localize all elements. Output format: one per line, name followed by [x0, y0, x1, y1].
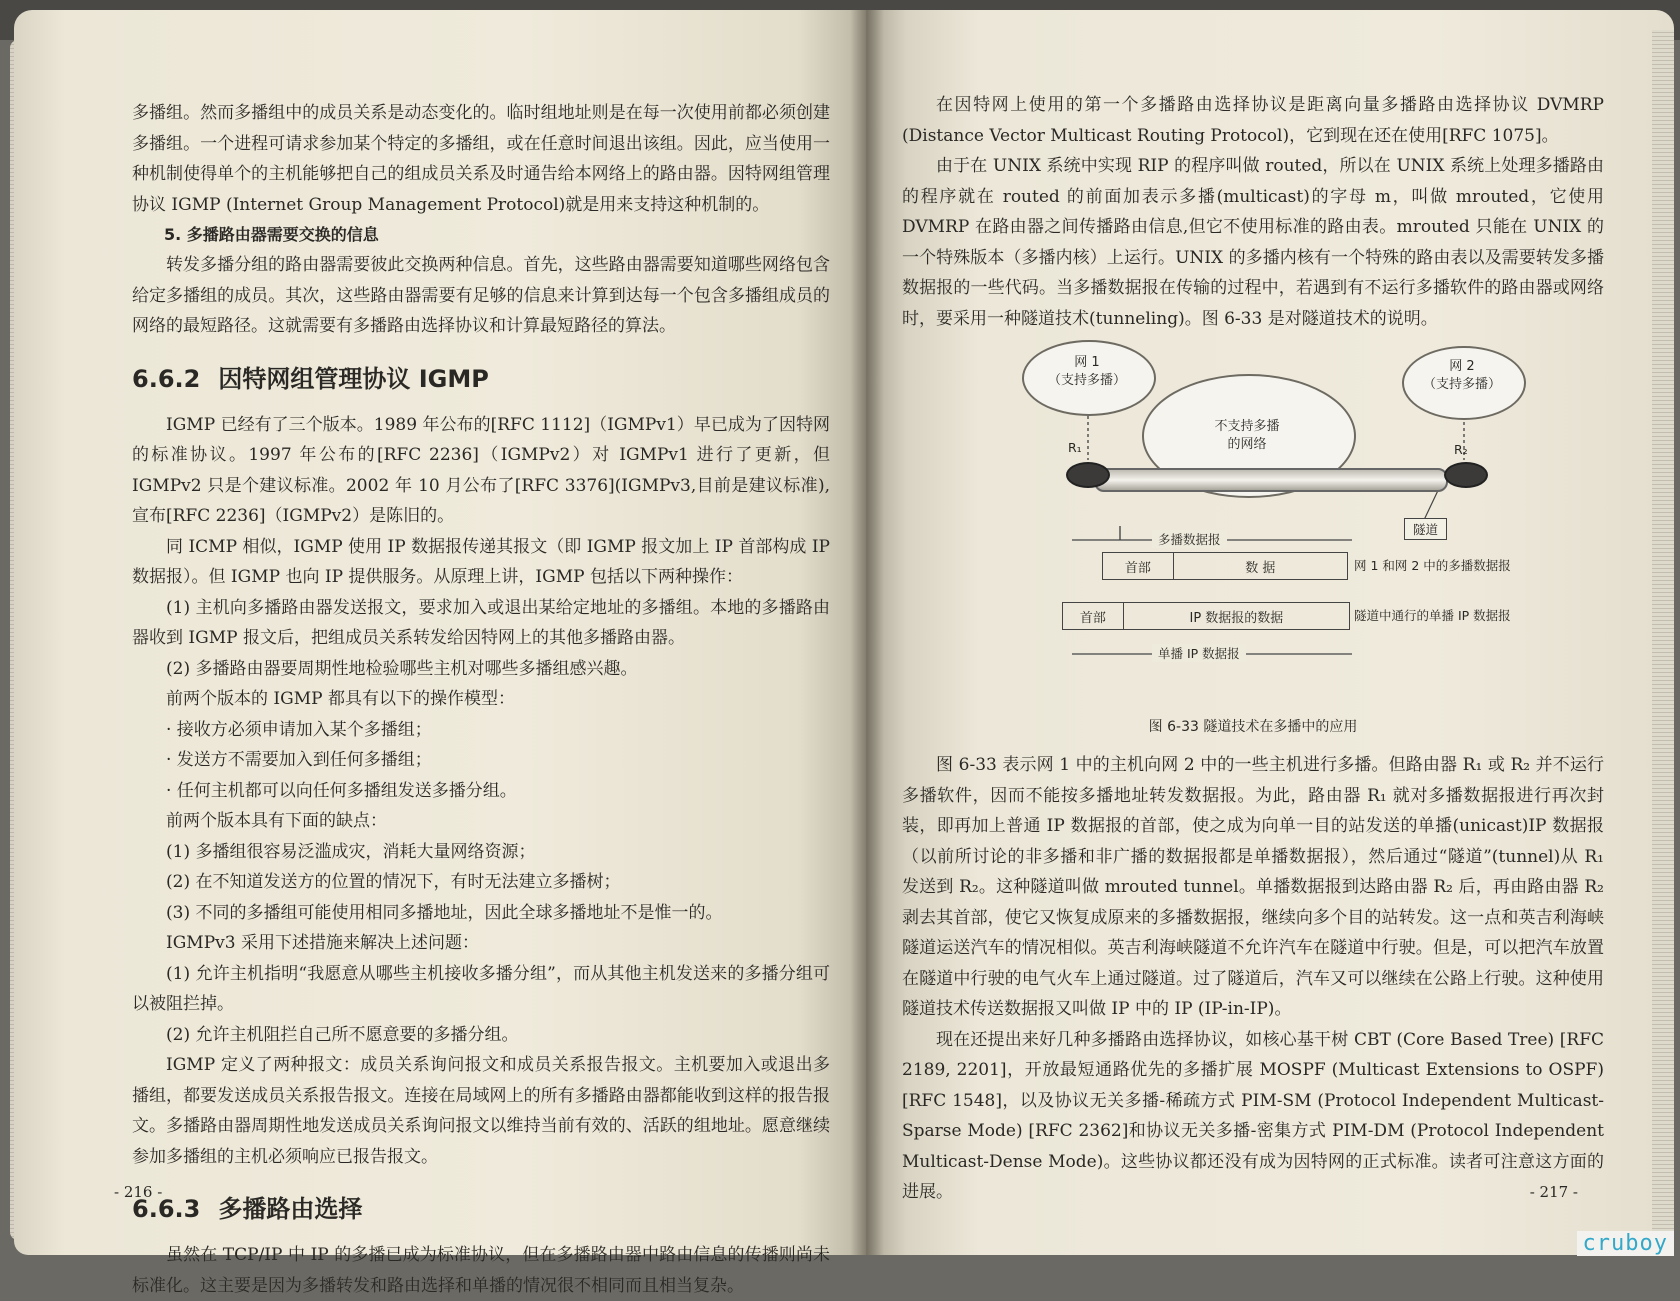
watermark: cruboy [1577, 1231, 1674, 1256]
unicast-datagram-packet [1062, 602, 1350, 630]
igmp-paragraph: IGMP 已经有了三个版本。1989 年公布的[RFC 1112]（IGMPv1）早已成为了因特网的标准协议。1997 年公布的[RFC 2236]（IGMPv2）对 IGMPv1 进行了更新，但 IGMPv2 只是个建议标准。2002 年 10 月公布了[RFC 3376](IGMPv3,目前是建议标准),宣布[RFC 2236]（IGMPv2）是陈旧的。 [132, 414, 830, 526]
r2-label: R₂ [1454, 442, 1468, 457]
page-edges-right [1652, 30, 1674, 1240]
r1-label: R₁ [1068, 440, 1082, 455]
protocols-paragraph: 现在还提出来好几种多播路由选择协议，如核心基干树 CBT (Core Based Tree) [RFC 2189, 2201]，开放最短通路优先的多播扩展 MOSPF (Multicast Extensions to OSPF) [RFC 1548]，以及协议无关多播-稀疏方式 PIM-SM (Protocol Independent Multicast-Sparse Mode) [RFC 2362]和协议无关多播-密集方式 PIM-DM (Protocol Independent Multicast-Dense Mode)。这些协议都还没有成为因特网的正式标准。读者可注意这方面的进展。 [902, 1029, 1604, 1202]
dvmrp-paragraph: 在因特网上使用的第一个多播路由选择协议是距离向量多播路由选择协议 DVMRP (Distance Vector Multicast Routing Protocol)，它到现在还在使用[RFC 1075]。 [902, 95, 1604, 146]
defect-paragraph: (3) 不同的多播组可能使用相同多播地址，因此全球多播地址不是惟一的。 [166, 902, 723, 923]
heading-number: 6.6.3 [132, 1195, 201, 1223]
igmp-paragraph: (1) 主机向多播路由器发送报文，要求加入或退出某给定地址的多播组。本地的多播路由器收到 IGMP 报文后，把组成员关系转发给因特网上的其他多播路由器。 [132, 597, 830, 648]
row-1-note: 网 1 和网 2 中的多播数据报 [1354, 558, 1511, 573]
row-2-note: 隧道中通行的单播 IP 数据报 [1354, 608, 1511, 623]
bullet-item: · 发送方不需要加入到任何多播组； [166, 750, 432, 770]
multicast-datagram-packet [1102, 552, 1348, 580]
figure-caption: 图 6-33 隧道技术在多播中的应用 [1148, 719, 1358, 735]
heading-title: 因特网组管理协议 IGMP [218, 364, 489, 393]
defect-paragraph: (1) 允许主机指明“我愿意从哪些主机接收多播分组”，而从其他主机发送来的多播分组可以被阻拦掉。 [132, 963, 830, 1014]
defect-paragraph: (1) 多播组很容易泛滥成灾，消耗大量网络资源； [166, 841, 536, 862]
page-number-left: - 216 - [114, 1183, 163, 1201]
left-intro-paragraph: 多播组。然而多播组中的成员关系是动态变化的。临时组地址则是在每一次使用前都必须创建多播组。一个进程可请求参加某个特定的多播组，或在任意时间退出该组。因此，应当使用一种机制使得单个的主机能够把自己的组成员关系及时通告给本网络上的路由器。因特网组管理协议 IGMP (Internet Group Management Protocol)就是用来支持这种机制的。 [132, 103, 830, 215]
middle-network-name: 不支持多播 [1214, 419, 1280, 434]
packet-ip-data-cell: IP 数据报的数据 [1189, 610, 1284, 626]
defect-paragraph: 前两个版本具有下面的缺点： [166, 811, 387, 831]
unicast-datagram-label: 单播 IP 数据报 [1152, 644, 1246, 662]
heading-6-6-3 [132, 1192, 830, 1226]
defect-paragraph: (2) 允许主机阻拦自己所不愿意要的多播分组。 [166, 1024, 519, 1045]
open-book [14, 10, 1674, 1296]
network-2-note: （支持多播） [1422, 377, 1501, 392]
section-5-paragraph: 转发多播分组的路由器需要彼此交换两种信息。首先，这些路由器需要知道哪些网络包含给定多播组的成员。其次，这些路由器需要有足够的信息来计算到达每一个包含多播组成员的网络的最短路径。这就需要有多播路由选择协议和计算最短路径的算法。 [132, 255, 830, 336]
heading-number: 6.6.2 [132, 364, 201, 393]
tunneling-figure [1002, 340, 1562, 710]
router-r2 [1444, 462, 1488, 488]
packet-header-cell: 首部 [1063, 603, 1124, 629]
network-1-note: （支持多播） [1047, 373, 1126, 388]
network-1-name: 网 1 [1074, 355, 1100, 370]
bullet-item: · 任何主机都可以向任何多播组发送多播分组。 [166, 780, 517, 801]
middle-network-note: 的网络 [1227, 437, 1267, 452]
network-2-name: 网 2 [1449, 359, 1475, 374]
mrouted-paragraph: 由于在 UNIX 系统中实现 RIP 的程序叫做 routed，所以在 UNIX 系统上处理多播路由的程序就在 routed 的前面加表示多播(multicast)的字母 m，叫做 mrouted，它使用 DVMRP 在路由器之间传播路由信息,但它不使用标准的路由表。mrouted 只能在 UNIX 的一个特殊版本（多播内核）上运行。UNIX 的多播内核有一个特殊的路由表以及需要转发多播数据报的一些代码。当多播数据报在传输的过程中，若遇到有不运行多播软件的路由器或网络时，要采用一种隧道技术(tunneling)。图 6-33 是对隧道技术的说明。 [902, 156, 1604, 329]
network-2-label [1417, 358, 1507, 394]
page-number-right: - 217 - [1529, 1183, 1578, 1201]
packet-data-cell: 数 据 [1245, 560, 1276, 576]
defect-paragraph: (2) 在不知道发送方的位置的情况下，有时无法建立多播树； [166, 872, 621, 892]
middle-network-label [1192, 418, 1302, 454]
igmp-paragraph: 同 ICMP 相似，IGMP 使用 IP 数据报传递其报文（即 IGMP 报文加上 IP 首部构成 IP 数据报）。但 IGMP 也向 IP 提供服务。从原理上讲，IGMP 包括以下两种操作： [132, 536, 830, 587]
defect-paragraph: IGMP 定义了两种报文：成员关系询问报文和成员关系报告报文。主机要加入或退出多播组，都要发送成员关系报告报文。连接在局域网上的所有多播路由器都能收到这样的报告报文。多播路由器周期性地发送成员关系询问报文以维持当前有效的、活跃的组地址。愿意继续参加多播组的主机必须响应已报告报文。 [132, 1055, 830, 1167]
section-5-heading: 5. 多播路由器需要交换的信息 [164, 225, 379, 244]
router-r1 [1066, 462, 1110, 488]
right-page [866, 10, 1674, 1255]
heading-6-6-2 [132, 362, 830, 396]
routing-paragraph: 虽然在 TCP/IP 中 IP 的多播已成为标准协议，但在多播路由器中路由信息的传播则尚未标准化。这主要是因为多播转发和路由选择和单播的情况很不相同而且相当复杂。 [132, 1245, 830, 1296]
multicast-datagram-label: 多播数据报 [1152, 530, 1227, 548]
defect-paragraph: IGMPv3 采用下述措施来解决上述问题： [166, 933, 479, 953]
tunnel-label: 隧道 [1404, 518, 1447, 540]
tunneling-paragraph: 图 6-33 表示网 1 中的主机向网 2 中的一些主机进行多播。但路由器 R₁ 或 R₂ 并不运行多播软件，因而不能按多播地址转发数据报。为此，路由器 R₁ 就对多播数据报进行再次封装，即再加上普通 IP 数据报的首部，使之成为向单一目的站发送的单播(unicast)IP 数据报（以前所讨论的非多播和非广播的数据报都是单播数据报），然后通过“隧道”(tunnel)从 R₁ 发送到 R₂。这种隧道叫做 mrouted tunnel。单播数据报到达路由器 R₂ 后，再由路由器 R₂ 剥去其首部，使它又恢复成原来的多播数据报，继续向多个目的站转发。这一点和英吉利海峡隧道运送汽车的情况相似。英吉利海峡隧道不允许汽车在隧道中行驶。但是，可以把汽车放置在隧道中行驶的电气火车上通过隧道。过了隧道后，汽车又可以继续在公路上行驶。这种使用隧道技术传送数据报又叫做 IP 中的 IP (IP-in-IP)。 [902, 755, 1604, 1019]
tunnel-pipe [1094, 468, 1448, 492]
network-1-label [1042, 354, 1132, 390]
book-gutter [850, 10, 884, 1255]
packet-header-cell: 首部 [1103, 553, 1174, 579]
left-page [14, 10, 866, 1296]
igmp-paragraph: 前两个版本的 IGMP 都具有以下的操作模型： [166, 689, 515, 709]
bullet-item: · 接收方必须申请加入某个多播组； [166, 719, 432, 740]
heading-title: 多播路由选择 [218, 1195, 363, 1223]
igmp-paragraph: (2) 多播路由器要周期性地检验哪些主机对哪些多播组感兴趣。 [166, 658, 638, 679]
